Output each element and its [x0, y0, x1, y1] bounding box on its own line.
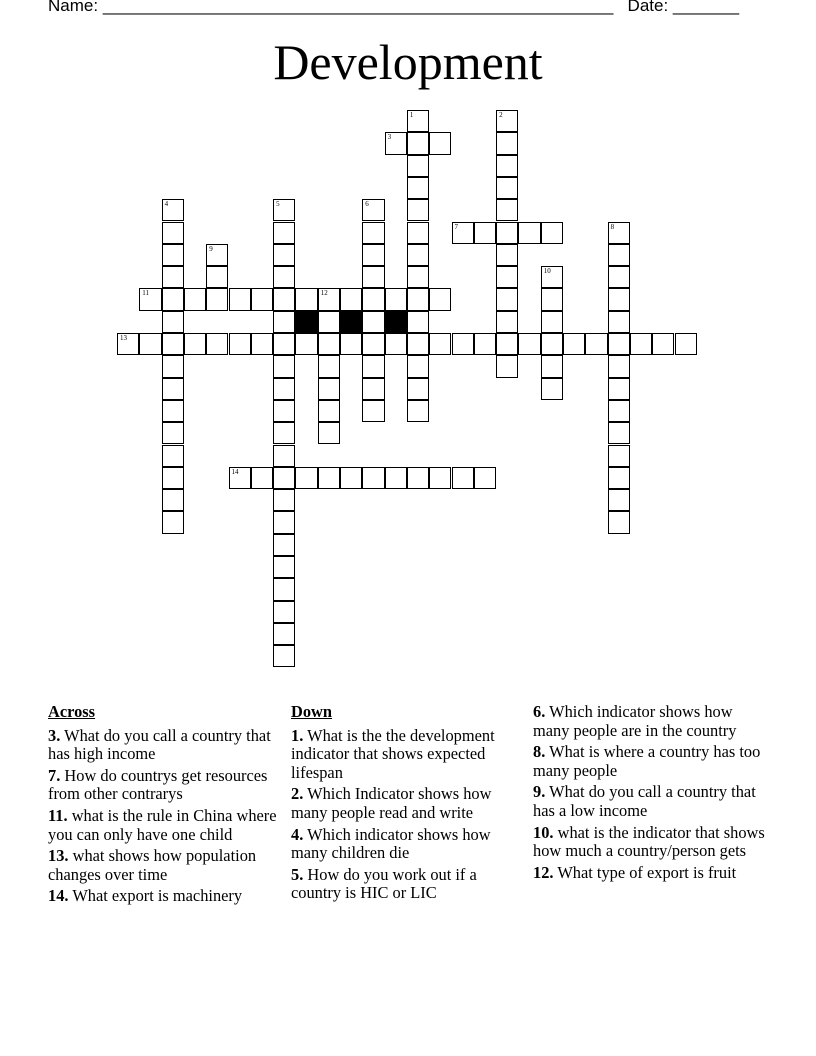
crossword-cell[interactable] — [675, 333, 697, 355]
crossword-cell[interactable] — [273, 601, 295, 623]
down-clues — [291, 703, 513, 906]
crossword-cell[interactable] — [206, 244, 228, 266]
crossword-cell[interactable] — [318, 355, 340, 377]
crossword-cell[interactable] — [385, 333, 407, 355]
crossword-cell[interactable] — [452, 467, 474, 489]
date-field[interactable]: _______ — [672, 0, 740, 15]
clue-down-8: 8. What is where a country has too many people — [533, 742, 761, 780]
name-field[interactable]: ______________________________________________________ — [102, 0, 614, 15]
crossword-cell[interactable] — [608, 311, 630, 333]
page-title: Development — [273, 34, 543, 90]
crossword-cell[interactable] — [162, 467, 184, 489]
clue-number: 8 — [610, 222, 615, 231]
crossword-cell[interactable] — [362, 288, 384, 310]
crossword-cell[interactable] — [318, 467, 340, 489]
across-heading: Across — [48, 702, 96, 721]
crossword-cell[interactable] — [362, 378, 384, 400]
crossword-cell[interactable] — [362, 311, 384, 333]
crossword-cell[interactable] — [162, 355, 184, 377]
crossword-cell[interactable] — [608, 400, 630, 422]
crossword-cell[interactable] — [496, 199, 518, 221]
crossword-cell[interactable] — [407, 222, 429, 244]
crossword-block — [340, 311, 362, 333]
clue-down-1: 1. What is the the development indicator that shows expected lifespan — [291, 725, 495, 782]
crossword-cell[interactable] — [496, 266, 518, 288]
crossword-cell[interactable] — [407, 467, 429, 489]
crossword-cell[interactable] — [318, 400, 340, 422]
crossword-cell[interactable] — [206, 266, 228, 288]
clue-down-4: 4. Which indicator shows how many children die — [291, 824, 491, 863]
crossword-cell[interactable] — [474, 467, 496, 489]
crossword-block — [385, 311, 407, 333]
crossword-cell[interactable] — [273, 556, 295, 578]
crossword-cell[interactable] — [162, 199, 184, 221]
down-heading: Down — [291, 702, 332, 721]
crossword-cell[interactable] — [318, 378, 340, 400]
crossword-cell[interactable] — [229, 333, 251, 355]
crossword-cell[interactable] — [496, 110, 518, 132]
crossword-cell[interactable] — [139, 288, 161, 310]
down-clues-continued — [533, 703, 773, 885]
clue-down-5: 5. How do you work out if a country is HIC or LIC — [291, 864, 477, 903]
clue-down-6: 6. Which indicator shows how many people are in the country — [533, 702, 737, 740]
crossword-cell[interactable] — [362, 333, 384, 355]
crossword-cell[interactable] — [273, 355, 295, 377]
crossword-cell[interactable] — [340, 333, 362, 355]
crossword-cell[interactable] — [162, 244, 184, 266]
crossword-cell[interactable] — [541, 266, 563, 288]
crossword-cell[interactable] — [229, 467, 251, 489]
crossword-cell[interactable] — [162, 378, 184, 400]
crossword-cell[interactable] — [608, 355, 630, 377]
date-label: Date: — [627, 0, 669, 15]
crossword-cell[interactable] — [273, 445, 295, 467]
crossword-cell[interactable] — [608, 333, 630, 355]
crossword-cell[interactable] — [273, 266, 295, 288]
crossword-cell[interactable] — [407, 244, 429, 266]
crossword-cell[interactable] — [608, 511, 630, 533]
crossword-cell[interactable] — [608, 422, 630, 444]
clue-number: 2 — [499, 111, 503, 119]
crossword-cell[interactable] — [273, 578, 295, 600]
crossword-cell[interactable] — [496, 155, 518, 177]
crossword-cell[interactable] — [407, 400, 429, 422]
crossword-cell[interactable] — [608, 445, 630, 467]
crossword-cell[interactable] — [385, 288, 407, 310]
crossword-cell[interactable] — [340, 288, 362, 310]
crossword-cell[interactable] — [496, 222, 518, 244]
clue-number: 3 — [387, 133, 392, 142]
crossword-cell[interactable] — [608, 467, 630, 489]
clue-across-7: 7. How do countrys get resources from other contrarys — [48, 765, 268, 804]
crossword-cell[interactable] — [608, 378, 630, 400]
crossword-cell[interactable] — [452, 333, 474, 355]
crossword-cell[interactable] — [318, 333, 340, 355]
crossword-cell[interactable] — [407, 311, 429, 333]
crossword-cell[interactable] — [362, 355, 384, 377]
clue-down-10: 10. what is the indicator that shows how much a country/person gets — [533, 822, 765, 861]
clue-down-2: 2. Which Indicator shows how many people read and write — [291, 784, 492, 822]
crossword-cell[interactable] — [362, 199, 384, 221]
crossword-cell[interactable] — [496, 177, 518, 199]
crossword-cell[interactable] — [162, 511, 184, 533]
crossword-cell[interactable] — [318, 422, 340, 444]
crossword-cell[interactable] — [407, 132, 429, 154]
crossword-cell[interactable] — [295, 333, 317, 355]
crossword-cell[interactable] — [318, 288, 340, 310]
crossword-cell[interactable] — [474, 333, 496, 355]
crossword-cell[interactable] — [518, 222, 540, 244]
crossword-cell[interactable] — [362, 266, 384, 288]
crossword-cell[interactable] — [340, 467, 362, 489]
crossword-cell[interactable] — [162, 333, 184, 355]
crossword-cell[interactable] — [496, 333, 518, 355]
clue-down-9: 9. What do you call a country that has a low income — [533, 782, 756, 820]
crossword-cell[interactable] — [429, 333, 451, 355]
crossword-cell[interactable] — [407, 155, 429, 177]
crossword-cell[interactable] — [407, 266, 429, 288]
clue-number: 14 — [231, 467, 239, 476]
crossword-cell[interactable] — [608, 288, 630, 310]
clue-across-11: 11. what is the rule in China where you can only have one child — [48, 805, 277, 844]
crossword-cell[interactable] — [295, 288, 317, 310]
crossword-cell[interactable] — [541, 288, 563, 310]
crossword-cell[interactable] — [273, 244, 295, 266]
crossword-cell[interactable] — [541, 355, 563, 377]
crossword-cell[interactable] — [117, 333, 139, 355]
crossword-cell[interactable] — [273, 333, 295, 355]
crossword-cell[interactable] — [429, 467, 451, 489]
crossword-cell[interactable] — [407, 333, 429, 355]
crossword-cell[interactable] — [184, 333, 206, 355]
crossword-cell[interactable] — [318, 311, 340, 333]
across-clues — [48, 703, 284, 909]
crossword-cell[interactable] — [496, 355, 518, 377]
crossword-cell[interactable] — [139, 333, 161, 355]
crossword-cell[interactable] — [608, 489, 630, 511]
crossword-cell[interactable] — [162, 445, 184, 467]
crossword-cell[interactable] — [541, 311, 563, 333]
crossword-cell[interactable] — [162, 311, 184, 333]
clue-number: 11 — [142, 289, 150, 298]
crossword-cell[interactable] — [273, 623, 295, 645]
clue-number: 9 — [209, 244, 213, 253]
crossword-cell[interactable] — [162, 400, 184, 422]
crossword-cell[interactable] — [608, 244, 630, 266]
clue-across-3: 3. What do you call a country that has high income — [48, 725, 271, 764]
crossword-cell[interactable] — [273, 511, 295, 533]
crossword-cell[interactable] — [407, 177, 429, 199]
crossword-cell[interactable] — [608, 266, 630, 288]
crossword-cell[interactable] — [273, 489, 295, 511]
clue-number: 12 — [320, 289, 328, 298]
crossword-cell[interactable] — [273, 378, 295, 400]
crossword-cell[interactable] — [273, 400, 295, 422]
crossword-cell[interactable] — [251, 333, 273, 355]
crossword-cell[interactable] — [162, 489, 184, 511]
crossword-cell[interactable] — [496, 132, 518, 154]
crossword-cell[interactable] — [585, 333, 607, 355]
clue-number: 1 — [409, 111, 414, 119]
crossword-cell[interactable] — [429, 288, 451, 310]
crossword-cell[interactable] — [407, 199, 429, 221]
crossword-cell[interactable] — [474, 222, 496, 244]
crossword-cell[interactable] — [251, 467, 273, 489]
clue-number: 5 — [276, 200, 280, 209]
crossword-cell[interactable] — [273, 534, 295, 556]
clue-across-14: 14. What export is machinery — [48, 886, 243, 906]
crossword-cell[interactable] — [652, 333, 674, 355]
crossword-cell[interactable] — [608, 222, 630, 244]
crossword-cell[interactable] — [362, 467, 384, 489]
crossword-cell[interactable] — [206, 288, 228, 310]
crossword-cell[interactable] — [295, 467, 317, 489]
crossword-cell[interactable] — [630, 333, 652, 355]
crossword-cell[interactable] — [251, 288, 273, 310]
crossword-cell[interactable] — [362, 244, 384, 266]
crossword-cell[interactable] — [496, 244, 518, 266]
crossword-cell[interactable] — [518, 333, 540, 355]
crossword-cell[interactable] — [273, 467, 295, 489]
crossword-cell[interactable] — [429, 132, 451, 154]
crossword-cell[interactable] — [162, 422, 184, 444]
crossword-cell[interactable] — [496, 288, 518, 310]
name-label: Name: — [48, 0, 99, 15]
crossword-cell[interactable] — [541, 378, 563, 400]
crossword-cell[interactable] — [273, 222, 295, 244]
clue-number: 4 — [164, 200, 169, 209]
crossword-cell[interactable] — [362, 222, 384, 244]
crossword-block — [295, 311, 317, 333]
crossword-cell[interactable] — [496, 311, 518, 333]
crossword-cell[interactable] — [407, 355, 429, 377]
crossword-cell[interactable] — [184, 288, 206, 310]
crossword-cell[interactable] — [229, 288, 251, 310]
crossword-cell[interactable] — [407, 288, 429, 310]
crossword-cell[interactable] — [541, 222, 563, 244]
crossword-cell[interactable] — [385, 467, 407, 489]
clue-number: 6 — [365, 200, 369, 209]
crossword-cell[interactable] — [273, 288, 295, 310]
crossword-cell[interactable] — [563, 333, 585, 355]
crossword-cell[interactable] — [407, 378, 429, 400]
clue-number: 10 — [543, 267, 551, 276]
crossword-cell[interactable] — [273, 422, 295, 444]
crossword-cell[interactable] — [162, 222, 184, 244]
crossword-cell[interactable] — [162, 288, 184, 310]
crossword-cell[interactable] — [407, 110, 429, 132]
clue-across-13: 13. what shows how population changes over time — [48, 846, 257, 884]
crossword-cell[interactable] — [273, 199, 295, 221]
crossword-cell[interactable] — [385, 132, 407, 154]
clue-number: 13 — [120, 334, 127, 342]
crossword-cell[interactable] — [541, 333, 563, 355]
crossword-cell[interactable] — [273, 645, 295, 667]
clue-down-12: 12. What type of export is fruit — [533, 862, 737, 882]
crossword-cell[interactable] — [273, 311, 295, 333]
clue-number: 7 — [454, 222, 458, 231]
crossword-cell[interactable] — [362, 400, 384, 422]
crossword-cell[interactable] — [206, 333, 228, 355]
crossword-cell[interactable] — [452, 222, 474, 244]
crossword-cell[interactable] — [162, 266, 184, 288]
